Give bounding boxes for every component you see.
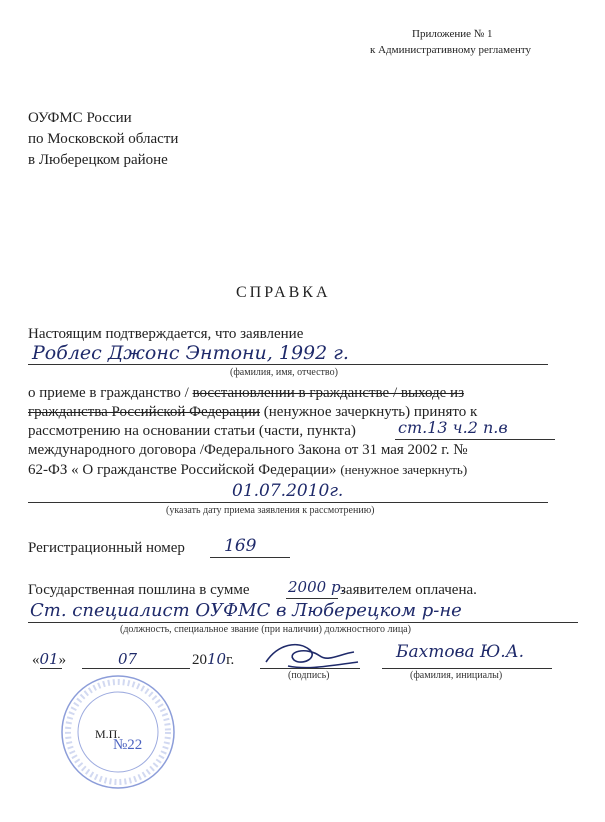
date-underline [28,502,548,503]
stamp-number: №22 [113,737,143,753]
sign-month: 07 [118,650,138,668]
official-caption: (должность, специальное звание (при наличии) должностного лица) [120,624,411,635]
year-handwritten: 10 [207,650,227,668]
applicant-name-handwritten: Роблес Джонс Энтони, 1992 г. [32,342,349,364]
fee-underline [286,598,338,599]
body-line-a [28,385,464,402]
signer-handwritten: Бахтова Ю.А. [396,642,524,662]
sign-year [192,650,234,669]
year-suffix: г. [226,652,235,668]
date-handwritten: 01.07.2010г. [232,481,344,501]
signature-caption: (подпись) [288,670,330,681]
signer-underline [382,668,552,669]
body-line-d: международного договора /Федерального Закона от 31 мая 2002 г. № [28,442,468,458]
article-underline [395,439,555,440]
reg-number-underline [210,557,290,558]
addressee-line-2: по Московской области [28,131,179,147]
date-quote-open: « [32,652,40,668]
official-underline [28,622,578,623]
addressee-line-3: в Люберецком районе [28,152,168,168]
body-line-a-part2-struck: восстановлении в гражданстве / выходе из [192,385,465,401]
document-title: СПРАВКА [236,284,331,301]
signature-underline [260,668,360,669]
day-underline [40,668,62,669]
date-quote-close: » [58,652,67,668]
official-position-handwritten: Ст. специалист ОУФМС в Люберецком р-не [30,600,462,621]
sign-date [32,650,66,669]
fee-label-2: заявителем оплачена. [340,582,477,598]
fee-label-1: Государственная пошлина в сумме [28,582,250,598]
month-underline [82,668,190,669]
body-line-a-part1: о приеме в гражданство / [28,385,193,401]
article-handwritten: ст.13 ч.2 п.в [398,418,508,437]
body-line-b-part2: (ненужное зачеркнуть) принято к [263,404,478,420]
body-line-c: рассмотрению на основании статьи (части, пункта) [28,423,356,439]
appendix-line-2: к Административному регламенту [370,44,532,56]
addressee-line-1: ОУФМС России [28,110,132,126]
stamp-label: М.П. [95,727,121,741]
body-line-e-part1: 62-ФЗ « О гражданстве Российской Федерации» [28,462,337,478]
year-prefix: 20 [192,652,207,668]
signer-caption: (фамилия, инициалы) [410,670,503,681]
intro-text: Настоящим подтверждается, что заявление [28,326,304,342]
date-caption: (указать дату приема заявления к рассмотрению) [166,505,375,516]
reg-number-label: Регистрационный номер [28,540,185,556]
applicant-caption: (фамилия, имя, отчество) [230,367,338,378]
reg-number-handwritten: 169 [224,536,257,556]
body-line-e [28,462,467,479]
body-line-b-part1-struck: гражданства Российской Федерации [28,404,261,420]
sign-day: 01 [39,650,59,668]
applicant-underline [28,364,548,365]
fee-amount-handwritten: 2000 р. [288,578,346,596]
appendix-line-1: Приложение № 1 [412,28,493,40]
body-line-e-part2: (ненужное зачеркнуть) [340,462,468,477]
